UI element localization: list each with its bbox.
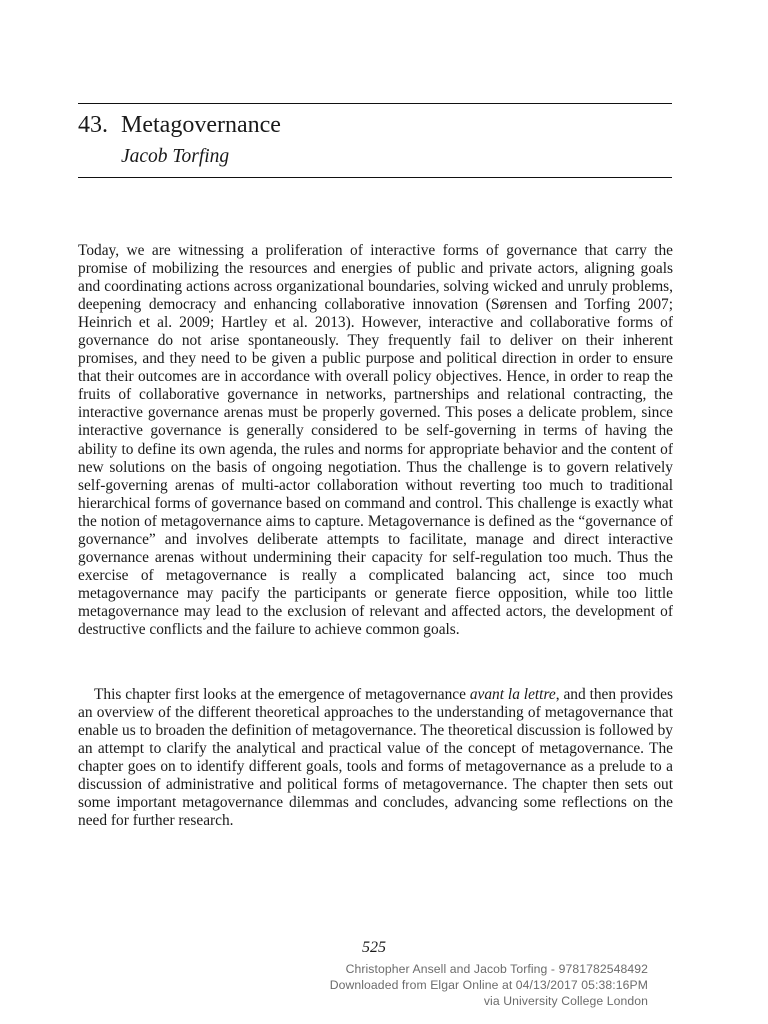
header-bottom-rule bbox=[78, 177, 672, 178]
chapter-number: 43. bbox=[78, 112, 108, 138]
paragraph-2-text-start: This chapter first looks at the emergence of metagovernance bbox=[94, 686, 470, 703]
chapter-author: Jacob Torfing bbox=[121, 146, 230, 167]
body-paragraph-1: Today, we are witnessing a proliferation of interactive forms of governance that carry the promise of mobilizing the resources and energies of public and private actors, aligning goals and coordinating actions across organizational boundaries, solving wicked and unruly problems, deepening democracy and enhancing collaborative innovation (Sørensen and Torfing 2007; Heinrich et al. 2009; Hartley et al. 2013). However, interactive and collaborative forms of governance do not arise spontaneously. They frequently fail to deliver on their inherent promises, and they need to be given a public purpose and political direction in order to ensure that their outcomes are in accordance with overall policy objectives. Hence, in order to reap the fruits of collaborative governance in networks, partnerships and relational contracting, the interactive governance arenas must be properly governed. This poses a delicate problem, since interactive governance is generally considered to be self-governing in terms of having the ability to define its own agenda, the rules and norms for appropriate behavior and the content of new solutions on the basis of ongoing negotiation. Thus the challenge is to govern relatively self-governing arenas of multi-actor collaboration without reverting too much to traditional hierarchical forms of governance based on command and control. This challenge is exactly what the notion of metagovernance aims to capture. Metagovernance is defined as the “governance of governance” and involves deliberate attempts to facilitate, manage and direct interactive governance arenas without undermining their capacity for self-regulation too much. Thus the exercise of metagovernance is really a complicated balancing act, since too much metagovernance may pacify the participants or generate fierce opposition, while too little metagovernance may lead to the exclusion of relevant and affected actors, the development of destructive conflicts and the failure to achieve common goals. bbox=[78, 242, 673, 638]
chapter-heading bbox=[78, 111, 281, 139]
body-paragraph-2 bbox=[78, 686, 673, 830]
download-line-book: Christopher Ansell and Jacob Torfing - 9781782548492 bbox=[345, 962, 648, 976]
download-line-date: Downloaded from Elgar Online at 04/13/2017 05:38:16PM bbox=[329, 978, 648, 993]
paragraph-2-text-end: , and then provides an overview of the different theoretical approaches to the understanding of metagovernance that enable us to broaden the definition of metagovernance. The theoretical discussion is followed by an attempt to clarify the analytical and practical value of the concept of metagovernance. The chapter goes on to identify different goals, tools and forms of metagovernance as a prelude to a discussion of administrative and political forms of metagovernance. The chapter then sets out some important metagovernance dilemmas and concludes, advancing some reflections on the need for further research. bbox=[78, 686, 673, 830]
page-number: 525 bbox=[362, 939, 386, 956]
header-top-rule bbox=[78, 103, 672, 104]
download-line-institution: via University College London bbox=[483, 994, 648, 1009]
download-watermark bbox=[330, 961, 648, 1010]
paragraph-2-italic-phrase: avant la lettre bbox=[469, 686, 556, 703]
chapter-title: Metagovernance bbox=[121, 112, 281, 138]
